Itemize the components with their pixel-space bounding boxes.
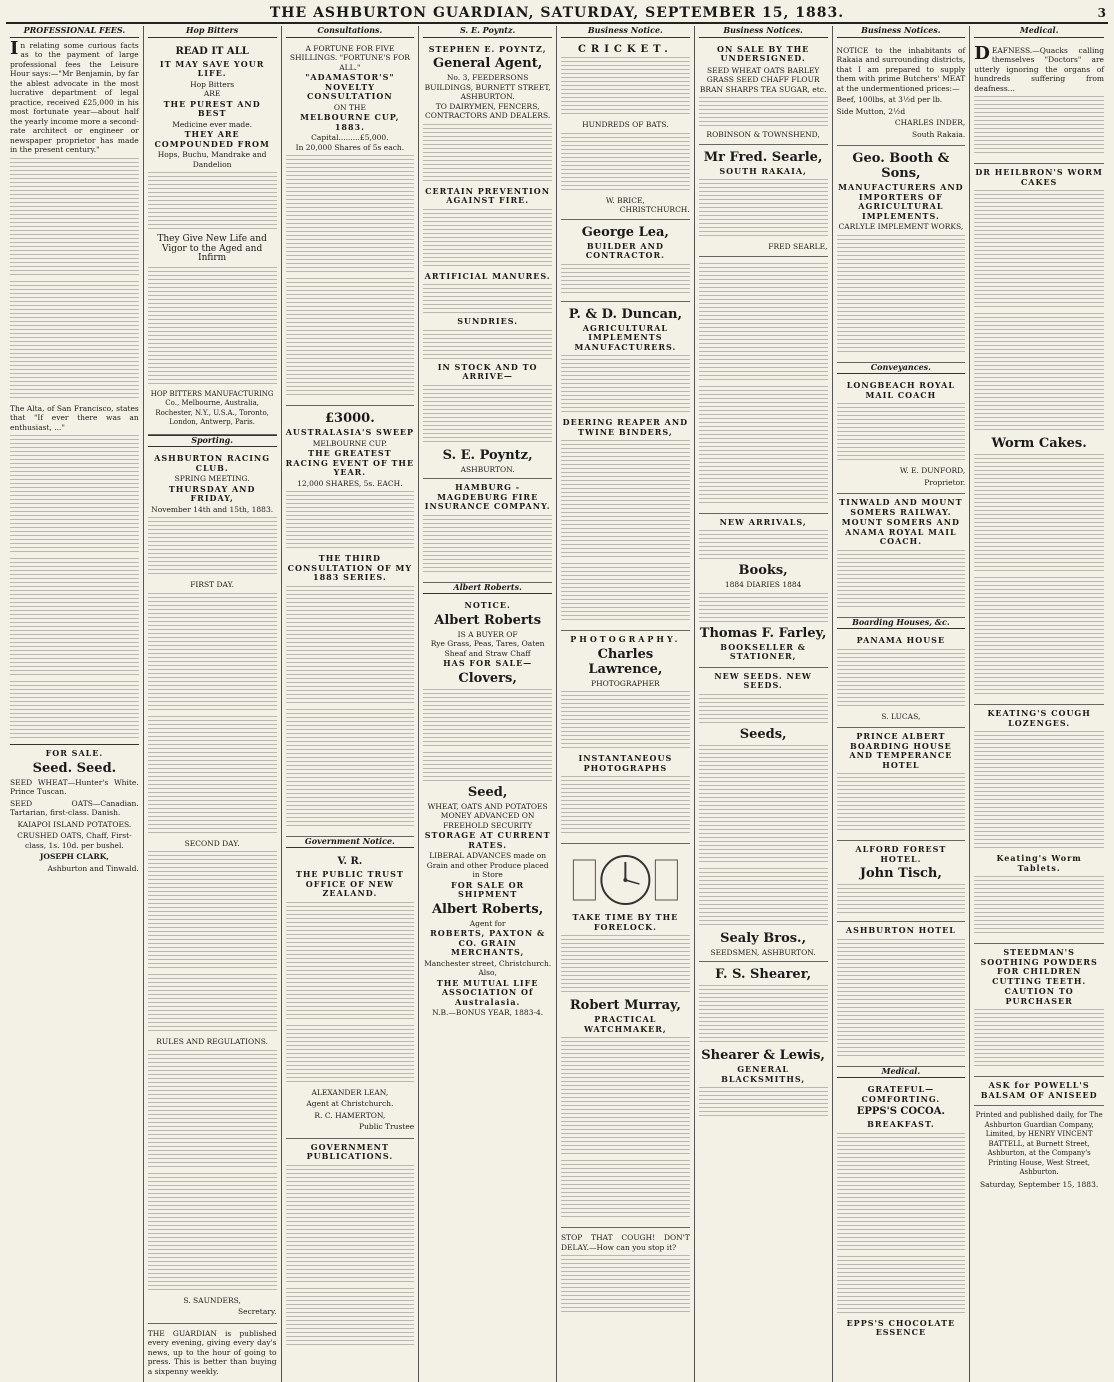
ad-line: LIBERAL ADVANCES made on Grain and other Produce placed in Store	[423, 851, 552, 880]
ad-line: AGRICULTURAL IMPLEMENTS MANUFACTURERS.	[561, 324, 690, 353]
ad-line: HAS FOR SALE—	[423, 659, 552, 669]
ad-text-block	[423, 284, 552, 314]
ad-text-block	[561, 264, 690, 294]
ad-item: SEED OATS—Canadian. Tartarian, first-class. Danish.	[10, 799, 139, 818]
section-heading: Albert Roberts.	[423, 583, 552, 595]
ad-line: FOR SALE OR SHIPMENT	[423, 881, 552, 900]
ad-text-block	[699, 985, 828, 1045]
ad-line: A FORTUNE FOR FIVE SHILLINGS. "FORTUNE'S FOR ALL."	[286, 44, 415, 73]
ad-text-block	[837, 649, 966, 709]
section-heading: Sporting.	[148, 435, 277, 448]
ad-signature-role: Secretary.	[148, 1307, 277, 1317]
ad-footer: HOP BITTERS MANUFACTURING Co., Melbourne, Australia, Rochester, N.Y., U.S.A., Toronto, London, Antwerp, Paris.	[148, 390, 277, 428]
ad-line: THE PUBLIC TRUST OFFICE OF NEW ZEALAND.	[286, 870, 415, 899]
ad-farley	[699, 514, 828, 668]
column-heading: Medical.	[974, 26, 1104, 38]
ad-text: THE GUARDIAN is published every evening, giving every day's news, up to the hour of going to press. This is better than buying a sixpenny weekly.	[148, 1329, 277, 1377]
ad-title: General Agent,	[423, 56, 552, 71]
ad-text-block	[423, 209, 552, 269]
ad-line: ON THE	[286, 103, 415, 113]
column-7	[833, 26, 971, 1382]
ad-line: Medicine ever made.	[148, 120, 277, 130]
ad-text-block	[837, 1256, 966, 1316]
ad-text-block	[286, 1288, 415, 1348]
ad-line: IT MAY SAVE YOUR LIFE.	[148, 60, 277, 79]
article-text-block	[699, 263, 828, 383]
section-heading: Boarding Houses, &c.	[837, 618, 966, 630]
ad-guardian	[148, 1324, 277, 1382]
ad-title: V. R.	[286, 856, 415, 868]
ad-title: LONGBEACH ROYAL MAIL COACH	[837, 381, 966, 400]
ad-title: DR HEILBRON'S WORM CAKES	[974, 168, 1104, 187]
ad-text-block	[423, 689, 552, 749]
section-heading: Medical.	[837, 1067, 966, 1079]
ad-line: November 14th and 15th, 1883.	[148, 505, 277, 515]
ad-text-block	[561, 1037, 690, 1157]
ad-text-block	[837, 403, 966, 463]
ad-line: 12,000 SHARES, 5s. EACH.	[286, 479, 415, 489]
ad-signature: W. E. DUNFORD,	[837, 466, 966, 476]
ad-title: George Lea,	[561, 225, 690, 240]
ad-line: Manchester street, Christchurch.	[423, 959, 552, 969]
ad-title: ALFORD FOREST HOTEL.	[837, 845, 966, 864]
ad-line: N.B.—BONUS YEAR, 1883-4.	[423, 1008, 552, 1018]
newspaper-title: THE ASHBURTON GUARDIAN, SATURDAY, SEPTEMBER 15, 1883.	[6, 4, 1108, 22]
ad-text-block	[286, 586, 415, 706]
ad-text-block	[286, 155, 415, 275]
ad-line: Also,	[423, 968, 552, 978]
ad-line: CAUTION TO PURCHASER	[974, 987, 1104, 1006]
ad-text: STOP THAT COUGH! DON'T DELAY.—How can you stop it?	[561, 1233, 690, 1252]
column-5	[557, 26, 695, 1382]
ad-line: Hops, Buchu, Mandrake and Dandelion	[148, 150, 277, 169]
ad-adamastor	[286, 41, 415, 407]
ad-signature: CHARLES INDER,	[837, 118, 966, 128]
ad-text-block	[837, 550, 966, 610]
ad-line: SEEDSMEN, ASHBURTON.	[699, 948, 828, 958]
ad-line: SUNDRIES.	[423, 317, 552, 327]
ad-subtitle: Worm Cakes.	[974, 436, 1104, 451]
ad-line: THE PUREST AND BEST	[148, 100, 277, 119]
ad-text-block	[286, 709, 415, 829]
article-paragraph: The Alta, of San Francisco, states that "If ever there was an enthusiast, ..."	[10, 404, 139, 433]
ad-line: 1884 DIARIES 1884	[699, 580, 828, 590]
ad-line: SOUTH RAKAIA,	[699, 167, 828, 177]
ad-text-block	[837, 884, 966, 914]
ad-text-block	[974, 96, 1104, 156]
ad-item: SEED WHEAT—Hunter's White. Prince Tuscan.	[10, 778, 139, 797]
ad-line: IS A BUYER OF	[423, 630, 552, 640]
ad-text-block	[974, 454, 1104, 574]
ad-text-block	[286, 491, 415, 551]
ad-text-block	[148, 974, 277, 1034]
ad-name: STEPHEN E. POYNTZ,	[423, 45, 552, 55]
ad-text-block	[561, 440, 690, 560]
ad-tinwald-railway	[837, 494, 966, 618]
ad-text-block	[974, 313, 1104, 433]
column-heading: Business Notices.	[699, 26, 828, 38]
ad-title: Books,	[699, 563, 828, 578]
ad-epps-cocoa	[837, 1081, 966, 1343]
ad-line: IN STOCK AND TO ARRIVE—	[423, 363, 552, 382]
ad-line: In 20,000 Shares of 5s each.	[286, 143, 415, 153]
ad-text-block	[561, 691, 690, 751]
ad-title: F. S. Shearer,	[699, 967, 828, 982]
ad-text-block	[699, 97, 828, 127]
ad-text-block	[423, 752, 552, 782]
ad-line: ROBERTS, PAXTON & CO. GRAIN MERCHANTS,	[423, 929, 552, 958]
ad-subtitle: John Tisch,	[837, 866, 966, 881]
ad-text-block	[974, 577, 1104, 697]
ad-title: ASHBURTON HOTEL	[837, 926, 966, 936]
column-heading: S. E. Poyntz.	[423, 26, 552, 38]
clock-illustration	[561, 850, 690, 910]
ad-robinson	[699, 41, 828, 145]
ad-hamburg	[423, 479, 552, 583]
ad-line: THE MUTUAL LIFE ASSOCIATION Of Australasia.	[423, 979, 552, 1008]
ad-title: HAMBURG - MAGDEBURG FIRE INSURANCE COMPANY.	[423, 483, 552, 512]
article-text-block	[699, 386, 828, 506]
ad-text-block	[561, 1255, 690, 1315]
ad-text-block	[148, 593, 277, 713]
ad-title: Geo. Booth & Sons,	[837, 151, 966, 181]
ad-line: STORAGE AT CURRENT RATES.	[423, 831, 552, 850]
article-text-block	[10, 558, 139, 678]
ad-text-block	[423, 385, 552, 445]
column-2	[144, 26, 282, 1382]
ad-text: NOTICE to the inhabitants of Rakaia and surrounding districts, that I am prepared to supply them with prime Butchers' MEAT at the undermentioned prices:—	[837, 46, 966, 94]
ad-line: SPRING MEETING.	[148, 474, 277, 484]
ad-heading: FOR SALE.	[10, 749, 139, 759]
ad-text-block	[699, 868, 828, 928]
ad-title: PANAMA HOUSE	[837, 636, 966, 646]
ad-line: THURSDAY AND FRIDAY,	[148, 485, 277, 504]
ad-booth	[837, 146, 966, 363]
ad-text-block	[699, 179, 828, 239]
ad-signature: S. SAUNDERS,	[148, 1296, 277, 1306]
ad-text-block	[974, 876, 1104, 936]
ad-line: THE THIRD CONSULTATION OF MY 1883 SERIES.	[286, 554, 415, 583]
ad-signature-place: CHRISTCHURCH.	[561, 205, 690, 215]
ad-title: CRICKET.	[561, 45, 690, 55]
ad-signature: ALEXANDER LEAN,	[286, 1088, 415, 1098]
ad-text-block	[561, 776, 690, 836]
ad-title: Albert Roberts	[423, 613, 552, 628]
ad-subtitle: Clovers,	[423, 671, 552, 686]
ad-signature-place: South Rakaia.	[837, 130, 966, 140]
column-1	[6, 26, 144, 1382]
ad-text-block	[286, 1165, 415, 1285]
ad-line: NOTICE.	[423, 601, 552, 611]
ad-line: Rye Grass, Peas, Tares, Oaten Sheaf and Straw Chaff	[423, 639, 552, 658]
ad-line: They Give New Life and Vigor to the Aged and Infirm	[148, 235, 277, 264]
ad-signature: Albert Roberts,	[423, 902, 552, 917]
ad-text-block	[561, 1160, 690, 1220]
ad-line: NEW ARRIVALS,	[699, 518, 828, 528]
imprint	[974, 1106, 1104, 1195]
ad-subtitle: Seed,	[423, 785, 552, 800]
ad-duncan	[561, 302, 690, 632]
ad-racing-club	[148, 450, 277, 1324]
ad-signature: Sealy Bros.,	[699, 931, 828, 946]
ad-title: £3000.	[286, 411, 415, 426]
ad-text-block	[148, 1173, 277, 1293]
ad-line: Capital.........£5,000.	[286, 133, 415, 143]
ad-line: AUSTRALASIA'S SWEEP	[286, 428, 415, 438]
ad-text-block	[148, 1050, 277, 1170]
section-heading: Government Notice.	[286, 837, 415, 849]
ad-title: Thomas F. Farley,	[699, 626, 828, 641]
ad-keating	[974, 705, 1104, 944]
ad-subheading: RULES AND REGULATIONS.	[148, 1037, 277, 1047]
ad-title: Shearer & Lewis,	[699, 1048, 828, 1063]
ad-line: Hop Bitters	[148, 80, 277, 90]
ad-line: ON SALE BY THE UNDERSIGNED.	[699, 45, 828, 64]
ad-text-block	[561, 133, 690, 193]
article-text-block	[10, 435, 139, 555]
ad-shearer	[699, 962, 828, 1124]
ad-text-block	[837, 1133, 966, 1253]
ad-line: PHOTOGRAPHER	[561, 679, 690, 689]
ad-subheading: SECOND DAY.	[148, 839, 277, 849]
ad-text-block	[148, 517, 277, 577]
ad-title: STEEDMAN'S SOOTHING POWDERS FOR CHILDREN CUTTING TEETH.	[974, 948, 1104, 986]
ad-gov-publications	[286, 1139, 415, 1355]
ad-line: HUNDREDS OF BATS.	[561, 120, 690, 130]
ad-item: CRUSHED OATS, Chaff, First-class, 1s. 10d. per bushel.	[10, 831, 139, 850]
ad-line: EPPS'S CHOCOLATE ESSENCE	[837, 1319, 966, 1338]
ad-title: KEATING'S COUGH LOZENGES.	[974, 709, 1104, 728]
ad-title: EPPS'S COCOA.	[837, 1106, 966, 1118]
ad-line: PRACTICAL WATCHMAKER,	[561, 1015, 690, 1034]
ad-signature-role: Agent at Christchurch.	[286, 1099, 415, 1109]
ad-line: MANUFACTURERS AND IMPORTERS OF AGRICULTURAL IMPLEMENTS.	[837, 183, 966, 221]
ad-line: CERTAIN PREVENTION AGAINST FIRE.	[423, 187, 552, 206]
ad-line: ARE	[148, 89, 277, 99]
ad-line: Keating's Worm Tablets.	[974, 854, 1104, 873]
ad-title: ASK for POWELL'S BALSAM OF ANISEED	[974, 1081, 1104, 1100]
ad-line: MELBOURNE CUP.	[286, 439, 415, 449]
ad-text-block	[148, 172, 277, 232]
ad-line: INSTANTANEOUS PHOTOGRAPHS	[561, 754, 690, 773]
ad-public-trust	[286, 851, 415, 1139]
ad-heilbron	[974, 164, 1104, 705]
article-intro: In relating some curious facts as to the payment of large professional fees the Leisure Hour says:—"Mr Benjamin, by far the ablest advocate in the most lucrative department of legal practice, received £25,000 in his most fortunate year—about half the yearly income more a second-rate architect or engineer or newspaper proprietor has made in the present century."	[10, 41, 139, 155]
ad-text-block	[286, 278, 415, 398]
ad-line: TAKE TIME BY THE FORELOCK.	[561, 913, 690, 932]
ad-line: WHEAT, OATS AND POTATOES	[423, 802, 552, 812]
ad-text-block	[699, 745, 828, 865]
ad-article-evil	[699, 257, 828, 514]
ad-line: NEW SEEDS. NEW SEEDS.	[699, 672, 828, 691]
imprint-text: Printed and published daily, for The Ashburton Guardian Company, Limited, by HENRY VINCENT BATTELL, at Burnett Street, Ashburton, at the Company's Printing House, West Street, Ashburton.	[974, 1111, 1104, 1178]
ad-line: Side Mutton, 2½d	[837, 107, 966, 117]
ad-powell	[974, 1077, 1104, 1106]
ad-text-block	[974, 731, 1104, 851]
page-number: 3	[1098, 4, 1106, 22]
ad-hop-bitters	[148, 41, 277, 435]
column-heading: Hop Bitters	[148, 26, 277, 38]
ad-text-block	[699, 593, 828, 623]
ad-text-block	[561, 57, 690, 117]
ad-cricket	[561, 41, 690, 220]
ad-line: PHOTOGRAPHY.	[561, 635, 690, 645]
ad-signature: FRED SEARLE,	[699, 242, 828, 252]
ad-title: GOVERNMENT PUBLICATIONS.	[286, 1143, 415, 1162]
column-heading: Consultations.	[286, 26, 415, 38]
ad-signature-place: ASHBURTON.	[423, 465, 552, 475]
column-8	[970, 26, 1108, 1382]
ad-text-block	[148, 716, 277, 836]
ad-text-block	[148, 267, 277, 387]
ad-title: Seed. Seed.	[10, 761, 139, 776]
ad-title: Robert Murray,	[561, 998, 690, 1013]
article-text-block	[10, 281, 139, 401]
column-3	[282, 26, 420, 1382]
ad-photography	[561, 631, 690, 844]
ad-signature-role: Public Trustee	[286, 1122, 415, 1132]
ad-line: GRATEFUL—COMFORTING.	[837, 1085, 966, 1104]
ad-line: MELBOURNE CUP, 1883.	[286, 113, 415, 132]
ad-text-block	[974, 1009, 1104, 1069]
ad-alford-forest	[837, 841, 966, 922]
ad-searle	[699, 145, 828, 257]
ad-line: THE GREATEST RACING EVENT OF THE YEAR.	[286, 449, 415, 478]
ad-line: ARTIFICIAL MANURES.	[423, 272, 552, 282]
ad-signature-role: Proprietor.	[837, 478, 966, 488]
ad-signature: ROBINSON & TOWNSHEND,	[699, 130, 828, 140]
ad-line: No. 3, FEEDERSONS BUILDINGS, BURNETT STREET, ASHBURTON.	[423, 73, 552, 102]
ad-watchmaker	[561, 844, 690, 1228]
column-heading: PROFESSIONAL FEES.	[10, 26, 139, 38]
ad-text-block	[286, 902, 415, 1022]
ad-text-block	[699, 1087, 828, 1117]
ad-text-block	[561, 355, 690, 415]
ad-panama	[837, 632, 966, 728]
ad-line: CARLYLE IMPLEMENT WORKS,	[837, 222, 966, 232]
ad-inder	[837, 41, 966, 147]
column-4	[419, 26, 557, 1382]
ad-title: "ADAMASTOR'S" NOVELTY CONSULTATION	[286, 73, 415, 102]
ad-signature: W. BRICE,	[561, 196, 690, 206]
section-heading: Conveyances.	[837, 363, 966, 375]
ad-albert-roberts	[423, 597, 552, 1022]
ad-line: GENERAL BLACKSMITHS,	[699, 1065, 828, 1084]
ad-line: BUILDER AND CONTRACTOR.	[561, 242, 690, 261]
ad-subheading: FIRST DAY.	[148, 580, 277, 590]
ad-text-block	[148, 851, 277, 971]
ad-line: Beef, 100lbs, at 3½d per lb.	[837, 95, 966, 105]
ad-signature: S. E. Poyntz,	[423, 448, 552, 463]
column-heading: Business Notice.	[561, 26, 690, 38]
ad-title: Seeds,	[699, 727, 828, 742]
ad-title: ASHBURTON RACING CLUB.	[148, 454, 277, 473]
masthead	[6, 4, 1108, 24]
ad-signature: JOSEPH CLARK,	[10, 852, 139, 862]
ad-prince-albert	[837, 728, 966, 841]
column-6	[695, 26, 833, 1382]
ad-items: SEED WHEAT OATS BARLEY GRASS SEED CHAFF FLOUR BRAN SHARPS TEA SUGAR, etc.	[699, 66, 828, 95]
ad-line: Agent for	[423, 919, 552, 929]
ad-line: BREAKFAST.	[837, 1120, 966, 1130]
ad-text-block	[423, 515, 552, 575]
ad-title: READ IT ALL	[148, 46, 277, 58]
ad-longbeach-coach	[837, 377, 966, 494]
ad-signature: R. C. HAMERTON,	[286, 1111, 415, 1121]
ad-title: Charles Lawrence,	[561, 647, 690, 677]
ad-line: BOOKSELLER & STATIONER,	[699, 643, 828, 662]
ad-text-block	[699, 694, 828, 724]
ad-deafness	[974, 41, 1104, 165]
ad-title: Mr Fred. Searle,	[699, 150, 828, 165]
ad-text-block	[837, 235, 966, 355]
ad-george-lea	[561, 220, 690, 302]
ad-text-block	[423, 124, 552, 184]
article-text-block	[10, 158, 139, 278]
ad-line: MONEY ADVANCED ON FREEHOLD SECURITY	[423, 811, 552, 830]
page-columns	[6, 26, 1108, 1368]
ad-text: DEAFNESS.—Quacks calling themselves "Doctors" are utterly ignoring the organs of hundreds suffering from deafness...	[974, 46, 1104, 94]
ad-text-block	[561, 563, 690, 623]
ad-signature: S. LUCAS,	[837, 712, 966, 722]
ad-text-block	[837, 773, 966, 833]
ad-line: THEY ARE COMPOUNDED FROM	[148, 130, 277, 149]
ad-text-block	[286, 1025, 415, 1085]
ad-sealy	[699, 668, 828, 963]
ad-item: KAIAPOI ISLAND POTATOES.	[10, 820, 139, 830]
ad-ashburton-hotel	[837, 922, 966, 1067]
ad-line: DEERING REAPER AND TWINE BINDERS,	[561, 418, 690, 437]
ad-text-block	[561, 935, 690, 995]
ad-text-block	[837, 939, 966, 1059]
article-text-block	[10, 681, 139, 741]
ad-title: P. & D. Duncan,	[561, 307, 690, 322]
ad-text-block	[699, 530, 828, 560]
imprint-date: Saturday, September 15, 1883.	[974, 1180, 1104, 1190]
ad-title: PRINCE ALBERT BOARDING HOUSE AND TEMPERANCE HOTEL	[837, 732, 966, 770]
ad-line: TO DAIRYMEN, FENCERS, CONTRACTORS AND DEALERS.	[423, 102, 552, 121]
ad-seed-sale	[10, 744, 139, 879]
ad-text-block	[423, 330, 552, 360]
column-heading: Business Notices.	[837, 26, 966, 38]
ad-poyntz	[423, 41, 552, 480]
ad-steedman	[974, 944, 1104, 1077]
ad-line: MOUNT SOMERS AND ANAMA ROYAL MAIL COACH.	[837, 518, 966, 547]
ad-sweep	[286, 406, 415, 837]
ad-signature-place: Ashburton and Tinwald.	[10, 864, 139, 874]
ad-title: TINWALD AND MOUNT SOMERS RAILWAY.	[837, 498, 966, 517]
ad-cough	[561, 1228, 690, 1322]
ad-text-block	[974, 190, 1104, 310]
